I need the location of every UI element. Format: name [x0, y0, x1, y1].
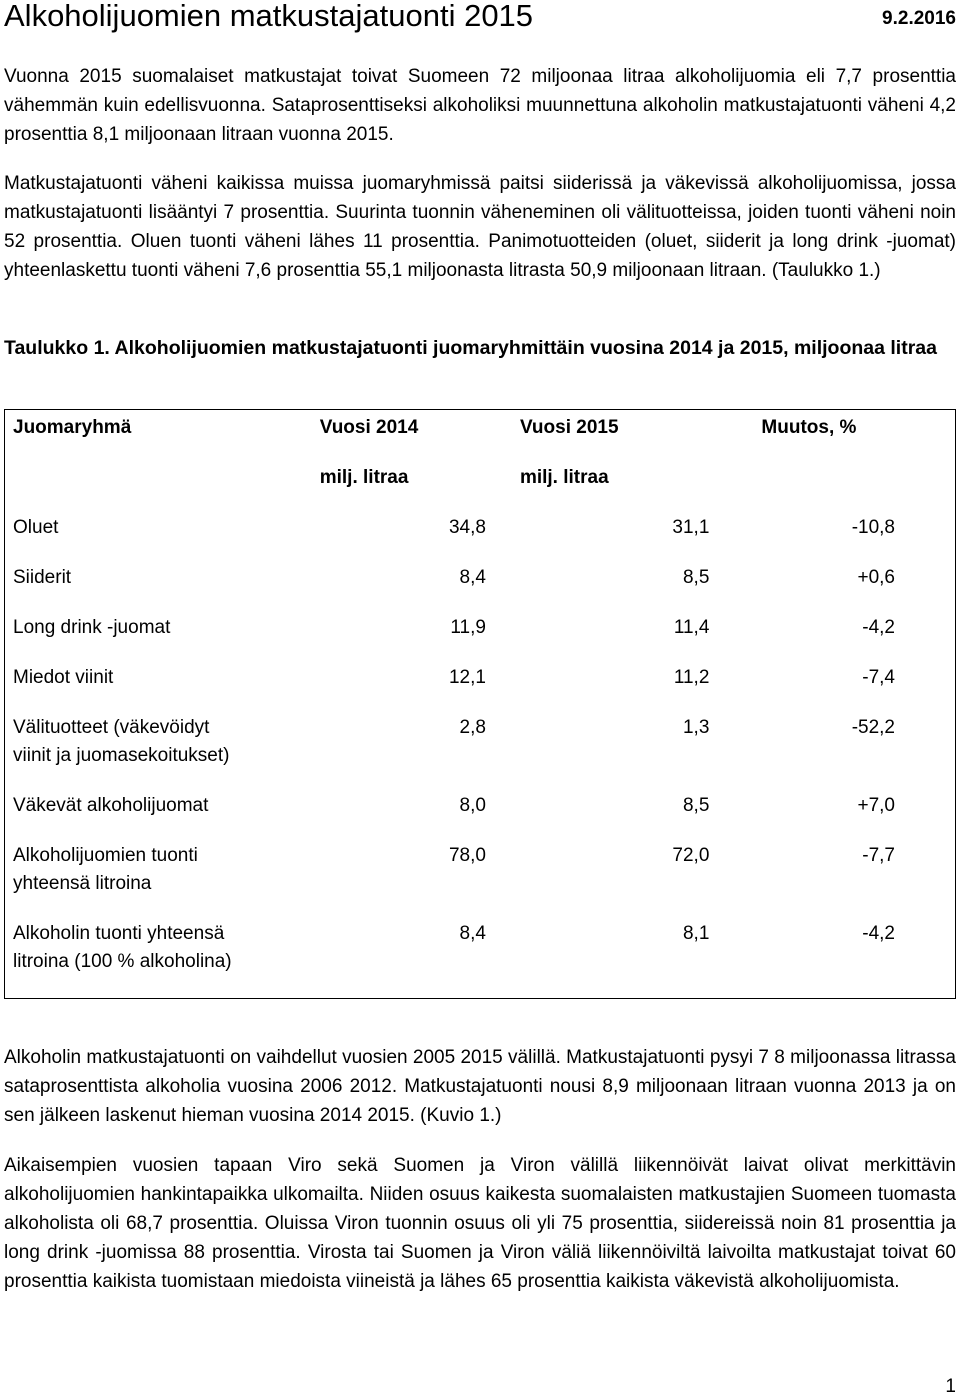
- table-row: Alkoholin tuonti yhteensä litroina (100 % alkoholina) 8,4 8,1 -4,2: [13, 923, 895, 972]
- intro-paragraph-1: Vuonna 2015 suomalaiset matkustajat toivat Suomeen 72 miljoonaa litraa alkoholijuomia eli 7,7 prosenttia vähemmän kuin edellisvuonna. Sataprosenttiseksi alkoholiksi muunnettuna alkoholin matkustajatuonti väheni 4,2 prosenttia 8,1 miljoonaan litraan vuonna 2015.: [4, 66, 956, 145]
- intro-paragraph-2: Matkustajatuonti väheni kaikissa muissa juomaryhmissä paitsi siiderissä ja väkevissä alkoholijuomissa, jossa matkustajatuonti lisääntyi 7 prosenttia. Suurinta tuonnin väheneminen oli välituotteissa, joiden tuonti väheni noin 52 prosenttia. Oluen tuonti väheni lähes 11 prosenttia. Panimotuotteiden (oluet, siiderit ja long drink -juomat) yhteenlaskettu tuonti väheni 7,6 prosenttia 55,1 miljoonasta litrasta 50,9 miljoonaan litraan. (Taulukko 1.): [4, 173, 956, 281]
- table-row: Siiderit 8,4 8,5 +0,6: [13, 567, 895, 588]
- table-row: Miedot viinit 12,1 11,2 -7,4: [13, 667, 895, 688]
- header-2014: Vuosi 2014: [319, 417, 419, 438]
- outro-paragraph-1: Alkoholin matkustajatuonti on vaihdellut vuosien 2005 2015 välillä. Matkustajatuonti pysyi 7 8 miljoonassa litrassa sataprosenttista alkoholia vuosina 2006 2012. Matkustajatuonti nousi 8,9 miljoonaan litraan vuonna 2013 ja on sen jälkeen laskenut hieman vuosina 2014 2015. (Kuvio 1.): [4, 1047, 956, 1126]
- data-table: [4, 409, 956, 999]
- table-row: Oluet 34,8 31,1 -10,8: [13, 517, 895, 538]
- unit-2015: milj. litraa: [519, 467, 609, 488]
- unit-2014: milj. litraa: [319, 467, 409, 488]
- table-row: Väkevät alkoholijuomat 8,0 8,5 +7,0: [13, 795, 895, 816]
- header: [4, 0, 956, 38]
- publication-date: 9.2.2016: [882, 8, 956, 29]
- page-number: 1: [945, 1376, 956, 1397]
- table-caption: Taulukko 1. Alkoholijuomien matkustajatuonti juomaryhmittäin vuosina 2014 ja 2015, miljoonaa litraa: [4, 337, 937, 359]
- table-row: Välituotteet (väkevöidyt viinit ja juomasekoitukset) 2,8 1,3 -52,2: [13, 717, 895, 766]
- header-2015: Vuosi 2015: [519, 417, 619, 438]
- header-change: Muutos, %: [761, 417, 857, 438]
- header-group: Juomaryhmä: [13, 417, 132, 438]
- outro-paragraph-2: Aikaisempien vuosien tapaan Viro sekä Suomen ja Viron välillä liikennöivät laivat olivat merkittävin alkoholijuomien hankintapaikka ulkomailta. Niiden osuus kaikesta suomalaisten matkustajien Suomeen tuomasta alkoholista oli 68,7 prosenttia. Oluissa Viron tuonnin osuus oli yli 75 prosenttia, siidereissä noin 81 prosenttia ja long drink -juomissa 88 prosenttia. Virosta tai Suomen ja Viron väliä liikennöiviltä laivoilta matkustajat toivat 60 prosenttia kaikista tuomistaan miedoista viineistä ja lähes 65 prosenttia kaikista väkevistä alkoholijuomista.: [4, 1155, 956, 1292]
- table-header-row: [5, 410, 956, 443]
- table-row: Long drink -juomat 11,9 11,4 -4,2: [13, 617, 895, 638]
- page-title: Alkoholijuomien matkustajatuonti 2015: [4, 0, 534, 33]
- table-unit-row: [5, 442, 956, 492]
- table-row: Alkoholijuomien tuonti yhteensä litroina 78,0 72,0 -7,7: [13, 845, 895, 894]
